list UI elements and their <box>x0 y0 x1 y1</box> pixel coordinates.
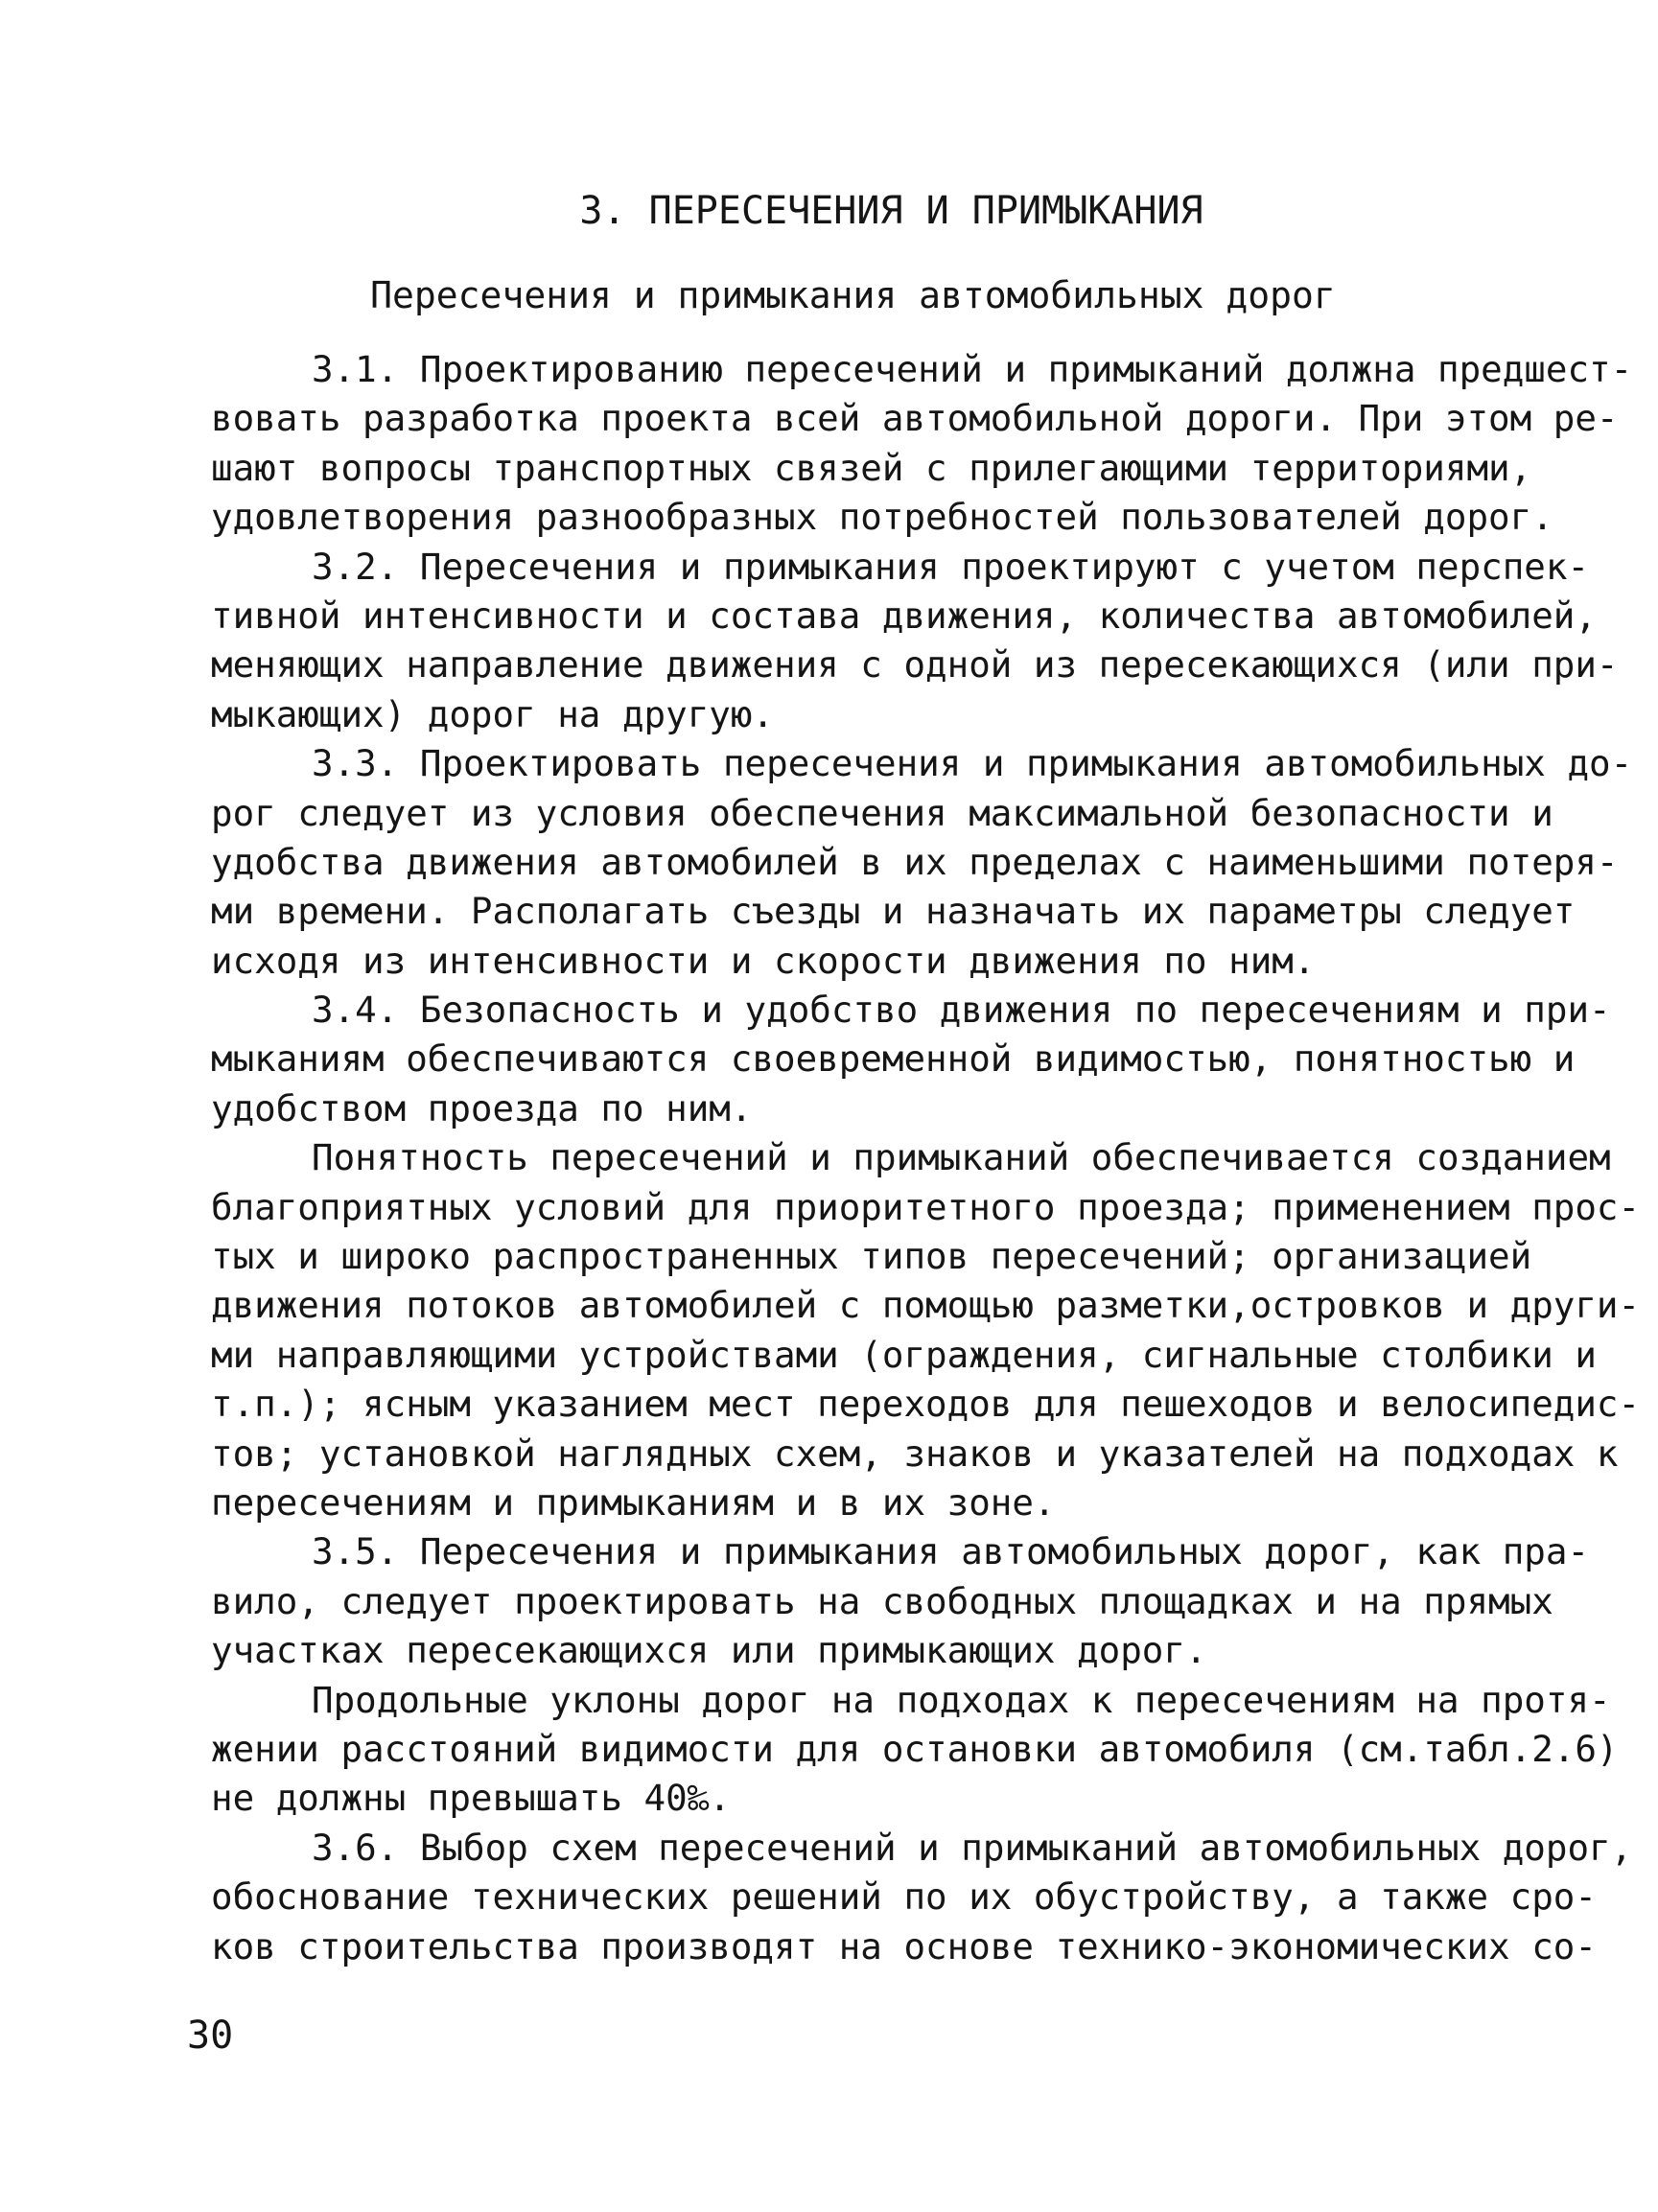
text-line: 3.3. Проектировать пересечения и примыкания автомобильных до- <box>312 742 1633 785</box>
text-line: мыкающих) дорог на другую. <box>211 692 774 735</box>
text-line: ми времени. Располагать съезды и назначать их параметры следует <box>211 890 1576 933</box>
text-line: удовлетворения разнообразных потребностей пользователей дорог. <box>211 496 1553 539</box>
text-line: ми направляющими устройствами (ограждения, сигнальные столбики и <box>211 1333 1597 1376</box>
text-line: исходя из интенсивности и скорости движения по ним. <box>211 939 1316 982</box>
text-line: удобством проезда по ним. <box>211 1086 753 1129</box>
text-line: 3.2. Пересечения и примыкания проектируют с учетом перспек- <box>312 545 1590 588</box>
text-line: вовать разработка проекта всей автомобильной дороги. При этом ре- <box>211 397 1619 440</box>
text-line: тивной интенсивности и состава движения, количества автомобилей, <box>211 594 1597 637</box>
text-line: т.п.); ясным указанием мест переходов для пешеходов и велосипедис- <box>211 1383 1641 1426</box>
text-line: шают вопросы транспортных связей с прилегающими территориями, <box>211 446 1532 489</box>
text-line: рог следует из условия обеспечения максимальной безопасности и <box>211 791 1553 834</box>
text-line: тов; установкой наглядных схем, знаков и указателей на подходах к <box>211 1432 1619 1475</box>
text-line: движения потоков автомобилей с помощью разметки,островков и други- <box>211 1284 1641 1327</box>
text-line: Понятность пересечений и примыканий обеспечивается созданием <box>312 1136 1611 1179</box>
text-line: меняющих направление движения с одной из пересекающихся (или при- <box>211 643 1619 687</box>
text-line: ков строительства производят на основе технико-экономических со- <box>211 1924 1597 1968</box>
subsection-title: Пересечения и примыкания автомобильных дорог <box>370 274 1336 316</box>
text-line: тых и широко распространенных типов пересечений; организацией <box>211 1235 1532 1278</box>
text-line: 3.4. Безопасность и удобство движения по пересечениям и при- <box>312 989 1611 1032</box>
body-text <box>211 345 1641 1971</box>
text-line: пересечениям и примыканиям и в их зоне. <box>211 1480 1056 1524</box>
section-title: 3. ПЕРЕСЕЧЕНИЯ И ПРИМЫКАНИЯ <box>579 189 1203 233</box>
text-line: 3.5. Пересечения и примыкания автомобильных дорог, как пра- <box>312 1530 1590 1573</box>
text-line: 3.1. Проектированию пересечений и примыканий должна предшест- <box>312 348 1633 390</box>
page-number: 30 <box>187 2014 234 2058</box>
text-line: вило, следует проектировать на свободных площадках и на прямых <box>211 1579 1553 1622</box>
text-line: благоприятных условий для приоритетного проезда; применением прос- <box>211 1185 1641 1228</box>
text-line: Продольные уклоны дорог на подходах к пересечениям на протя- <box>312 1678 1611 1721</box>
text-line: жении расстояний видимости для остановки автомобиля (см.табл.2.6) <box>211 1727 1619 1770</box>
text-line: удобства движения автомобилей в их пределах с наименьшими потеря- <box>211 840 1619 883</box>
text-line: обоснование технических решений по их обустройству, а также сро- <box>211 1875 1597 1919</box>
text-line: мыканиям обеспечиваются своевременной видимостью, понятностью и <box>211 1037 1576 1081</box>
text-line: не должны превышать 40‰. <box>211 1777 731 1820</box>
text-line: участках пересекающихся или примыкающих дорог. <box>211 1629 1207 1672</box>
text-line: 3.6. Выбор схем пересечений и примыканий автомобильных дорог, <box>312 1826 1633 1869</box>
